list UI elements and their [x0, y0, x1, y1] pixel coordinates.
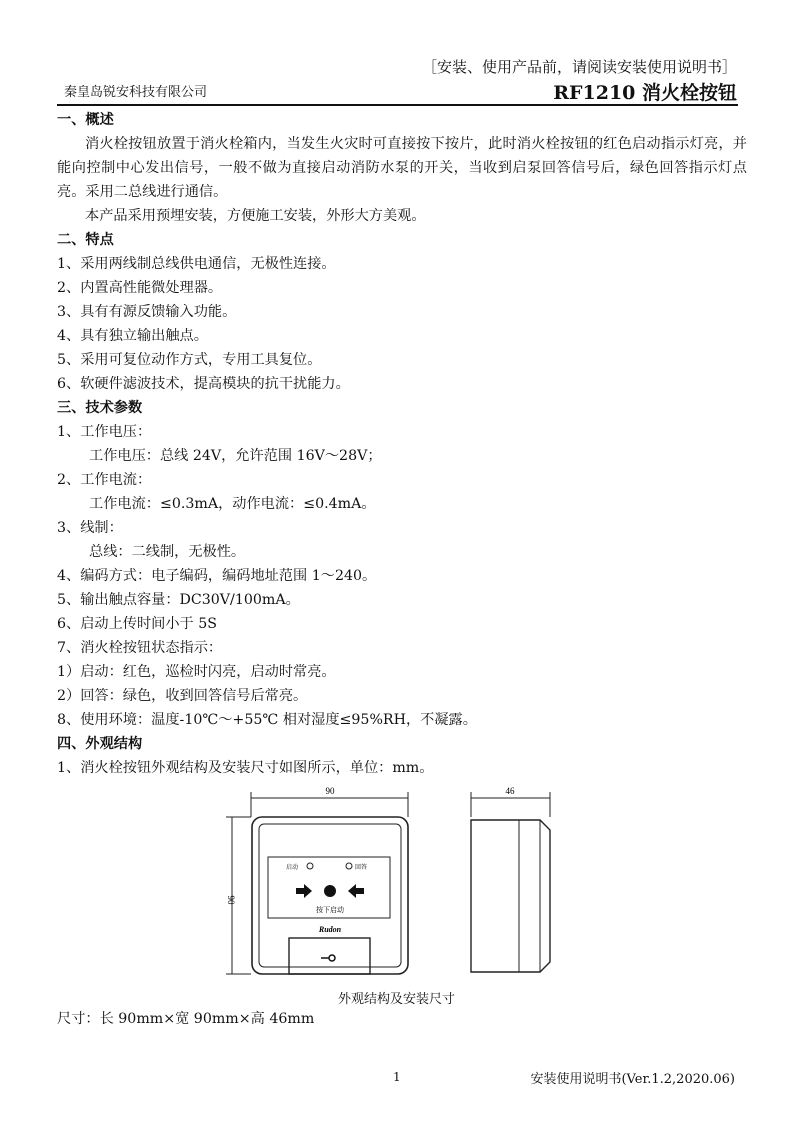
feature-list — [57, 252, 747, 396]
press-button-icon — [324, 885, 336, 897]
section-heading: 二、特点 — [57, 232, 114, 248]
press-label: 按下启动 — [316, 906, 344, 914]
paragraph: 消火栓按钮放置于消火栓箱内，当发生火灾时可直接按下按片，此时消火栓按钮的红色启动指示灯亮，并能向控制中心发出信号，一般不做为直接启动消防水泵的开关，当收到启泵回答信号后，绿色回答指示灯点亮。采用二总线进行通信。 — [57, 136, 747, 200]
key-icon — [321, 955, 335, 961]
manual-version: 安装使用说明书(Ver.1.2,2020.06) — [530, 1072, 735, 1087]
section-heading: 四、外观结构 — [57, 736, 143, 752]
parameter-line: 1、工作电压： — [57, 424, 152, 440]
feature-item: 5、采用可复位动作方式，专用工具复位。 — [57, 352, 322, 368]
depth-dim: 46 — [505, 786, 515, 796]
parameter-line: 2、工作电流： — [57, 472, 152, 488]
device-drawing — [220, 782, 580, 987]
section-heading: 一、概述 — [57, 112, 114, 128]
parameter-line: 2）回答：绿色，收到回答信号后常亮。 — [57, 688, 308, 704]
parameter-line: 4、编码方式：电子编码，编码地址范围 1～240。 — [57, 568, 377, 584]
company-name: 秦皇岛锐安科技有限公司 — [64, 85, 208, 100]
parameter-line: 8、使用环境：温度-10℃～+55℃ 相对湿度≤95%RH，不凝露。 — [57, 712, 477, 728]
width-dim: 90 — [325, 786, 335, 796]
parameter-line: 工作电流：≤0.3mA，动作电流：≤0.4mA。 — [89, 496, 376, 512]
start-label: 启动 — [286, 865, 299, 871]
parameter-list — [57, 420, 747, 732]
section-heading: 三、技术参数 — [57, 400, 143, 416]
parameter-line: 6、启动上传时间小于 5S — [57, 616, 217, 632]
size-line: 尺寸：长 90mm×宽 90mm×高 46mm — [57, 1011, 315, 1027]
paragraph: 本产品采用预埋安装，方便施工安装，外形大方美观。 — [85, 208, 426, 224]
side-view — [471, 820, 550, 972]
feature-item: 1、采用两线制总线供电通信，无极性连接。 — [57, 256, 336, 272]
brand-logo: Rudon — [318, 925, 342, 934]
feature-item: 6、软硬件滤波技术，提高模块的抗干扰能力。 — [57, 376, 350, 392]
feature-item: 4、具有独立输出触点。 — [57, 328, 208, 344]
parameter-line: 总线：二线制，无极性。 — [89, 544, 246, 560]
height-dim: 90 — [226, 895, 236, 905]
parameter-line: 3、线制： — [57, 520, 123, 536]
parameter-line: 5、输出触点容量：DC30V/100mA。 — [57, 592, 300, 608]
parameter-line: 7、消火栓按钮状态指示： — [57, 640, 223, 656]
parameter-line: 工作电压：总线 24V，允许范围 16V～28V； — [89, 448, 382, 464]
parameter-line: 1）启动：红色，巡检时闪亮，启动时常亮。 — [57, 664, 336, 680]
list-item: 1、消火栓按钮外观结构及安装尺寸如图所示，单位：mm。 — [57, 760, 434, 776]
read-manual-notice: ［安装、使用产品前，请阅读安装使用说明书］ — [421, 58, 737, 76]
feature-item: 2、内置高性能微处理器。 — [57, 280, 223, 296]
answer-label: 回答 — [355, 865, 368, 871]
document-body — [57, 108, 747, 780]
figure-caption: 外观结构及安装尺寸 — [337, 992, 455, 1007]
document-title: RF1210 消火栓按钮 — [553, 82, 737, 104]
header-rule — [57, 104, 738, 106]
page-number: 1 — [393, 1070, 401, 1084]
feature-item: 3、具有有源反馈输入功能。 — [57, 304, 237, 320]
